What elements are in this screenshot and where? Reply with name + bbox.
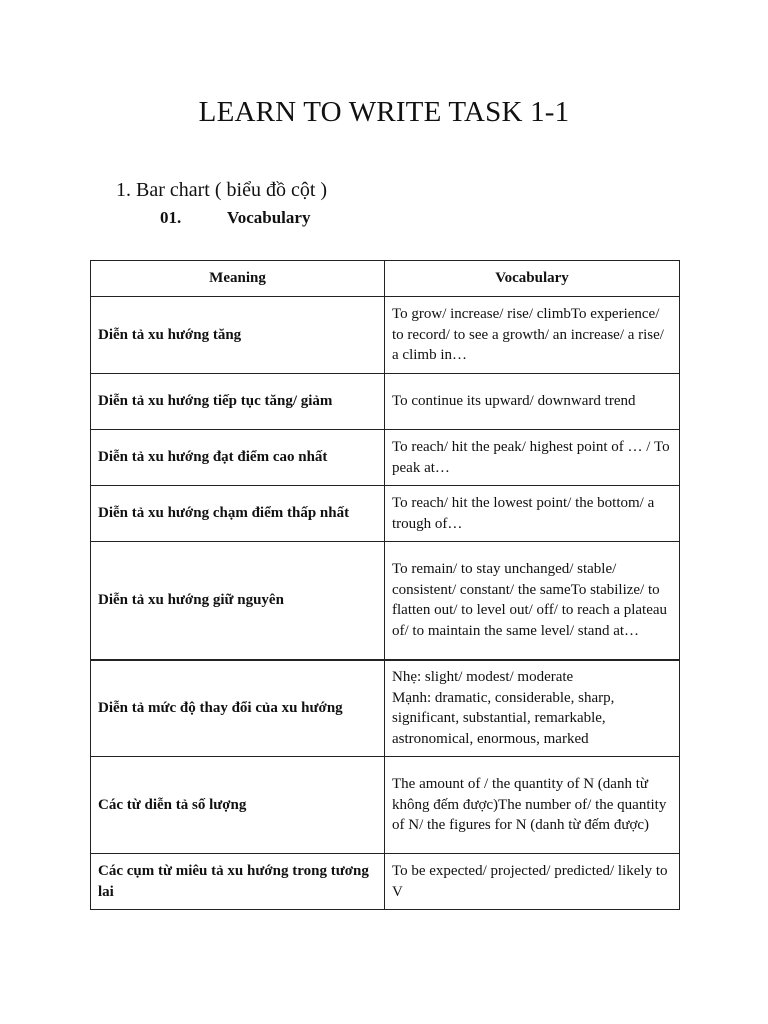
table-row bbox=[91, 542, 680, 660]
table-row bbox=[91, 430, 680, 486]
table-row bbox=[91, 854, 680, 910]
table-row bbox=[91, 757, 680, 854]
meaning-cell: Các cụm từ miêu tả xu hướng trong tương lai bbox=[91, 854, 385, 910]
meaning-cell: Các từ diễn tả số lượng bbox=[91, 757, 385, 854]
vocabulary-cell: To grow/ increase/ rise/ climbTo experience/ to record/ to see a growth/ an increase/ a rise/ a climb in… bbox=[385, 297, 680, 374]
vocabulary-cell bbox=[385, 660, 680, 757]
table-header-row bbox=[91, 261, 680, 297]
vocabulary-cell: To remain/ to stay unchanged/ stable/ consistent/ constant/ the sameTo stabilize/ to flatten out/ to level out/ off/ to reach a plateau of/ to maintain the same level/ stand at… bbox=[385, 542, 680, 660]
page-title: LEARN TO WRITE TASK 1-1 bbox=[198, 96, 570, 128]
table-row bbox=[91, 486, 680, 542]
header-meaning: Meaning bbox=[91, 261, 385, 297]
subsection-title: Vocabulary bbox=[227, 208, 311, 227]
subsection-number: 01. bbox=[160, 208, 182, 227]
meaning-cell: Diễn tả mức độ thay đổi của xu hướng bbox=[91, 660, 385, 757]
table-row bbox=[91, 374, 680, 430]
subsection-heading bbox=[160, 206, 310, 230]
vocabulary-cell: To be expected/ projected/ predicted/ likely to V bbox=[385, 854, 680, 910]
vocabulary-cell: To reach/ hit the peak/ highest point of … / To peak at… bbox=[385, 430, 680, 486]
table-row bbox=[91, 660, 680, 757]
header-vocabulary: Vocabulary bbox=[385, 261, 680, 297]
meaning-cell: Diễn tả xu hướng tiếp tục tăng/ giảm bbox=[91, 374, 385, 430]
section-heading: 1. Bar chart ( biểu đồ cột ) bbox=[116, 179, 328, 201]
table-row bbox=[91, 297, 680, 374]
vocabulary-cell: To reach/ hit the lowest point/ the bottom/ a trough of… bbox=[385, 486, 680, 542]
vocabulary-line-mild: Nhẹ: slight/ modest/ moderate bbox=[392, 669, 574, 686]
vocabulary-cell: The amount of / the quantity of N (danh từ không đếm được)The number of/ the quantity of N/ the figures for N (danh từ đếm được) bbox=[385, 757, 680, 854]
vocabulary-table bbox=[90, 260, 680, 910]
vocabulary-line-strong: Mạnh: dramatic, considerable, sharp, significant, substantial, remarkable, astronomical, enormous, marked bbox=[392, 689, 615, 747]
meaning-cell: Diễn tả xu hướng đạt điểm cao nhất bbox=[91, 430, 385, 486]
meaning-cell: Diễn tả xu hướng chạm điểm thấp nhất bbox=[91, 486, 385, 542]
meaning-cell: Diễn tả xu hướng giữ nguyên bbox=[91, 542, 385, 660]
vocabulary-cell: To continue its upward/ downward trend bbox=[385, 374, 680, 430]
meaning-cell: Diễn tả xu hướng tăng bbox=[91, 297, 385, 374]
